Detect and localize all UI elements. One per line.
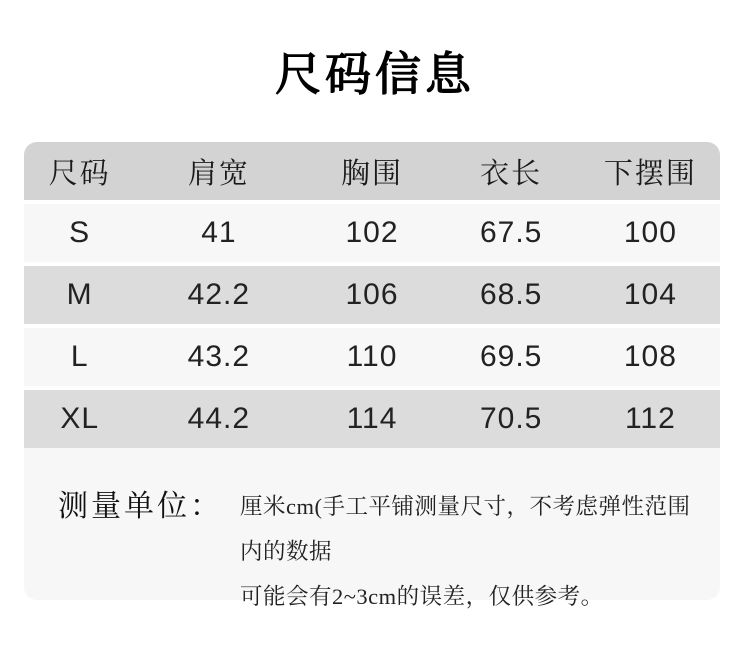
- measure-unit-label: 测量单位：: [58, 490, 223, 523]
- value-cell: 104: [623, 278, 677, 311]
- page-title: 尺码信息: [275, 48, 475, 100]
- note-line-2: 可能会有2~3cm的误差，仅供参考。: [240, 584, 604, 609]
- column-header-shoulder: 肩宽: [187, 157, 250, 190]
- column-header-bust: 胸围: [340, 157, 403, 190]
- value-cell: 70.5: [479, 402, 543, 435]
- column-header-size: 尺码: [48, 157, 111, 190]
- size-cell: S: [69, 216, 91, 249]
- value-cell: 110: [346, 340, 398, 373]
- column-header-hem: 下摆围: [603, 157, 697, 190]
- table-header-row: [24, 142, 720, 200]
- column-header-length: 衣长: [480, 157, 543, 190]
- value-cell: 106: [345, 278, 399, 311]
- value-cell: 67.5: [479, 216, 543, 249]
- measure-note: [24, 448, 720, 609]
- value-cell: 100: [623, 216, 677, 249]
- size-cell: XL: [60, 402, 100, 435]
- value-cell: 41: [201, 216, 237, 249]
- value-cell: 69.5: [479, 340, 543, 373]
- value-cell: 42.2: [187, 278, 251, 311]
- value-cell: 108: [623, 340, 677, 373]
- value-cell: 114: [346, 402, 398, 435]
- value-cell: 44.2: [187, 402, 251, 435]
- value-cell: 102: [345, 216, 399, 249]
- note-line-1: 厘米cm(手工平铺测量尺寸，不考虑弹性范围内的数据: [240, 494, 691, 564]
- table-row-m: [24, 266, 720, 324]
- value-cell: 112: [624, 402, 676, 435]
- value-cell: 43.2: [187, 340, 251, 373]
- table-row-l: [24, 328, 720, 386]
- table-row-xl: [24, 390, 720, 448]
- size-table: [24, 142, 720, 609]
- size-cell: M: [66, 278, 93, 311]
- measure-note-text: [240, 484, 706, 619]
- size-cell: L: [70, 340, 89, 373]
- title-section: [0, 0, 750, 142]
- table-row-s: [24, 204, 720, 262]
- value-cell: 68.5: [479, 278, 543, 311]
